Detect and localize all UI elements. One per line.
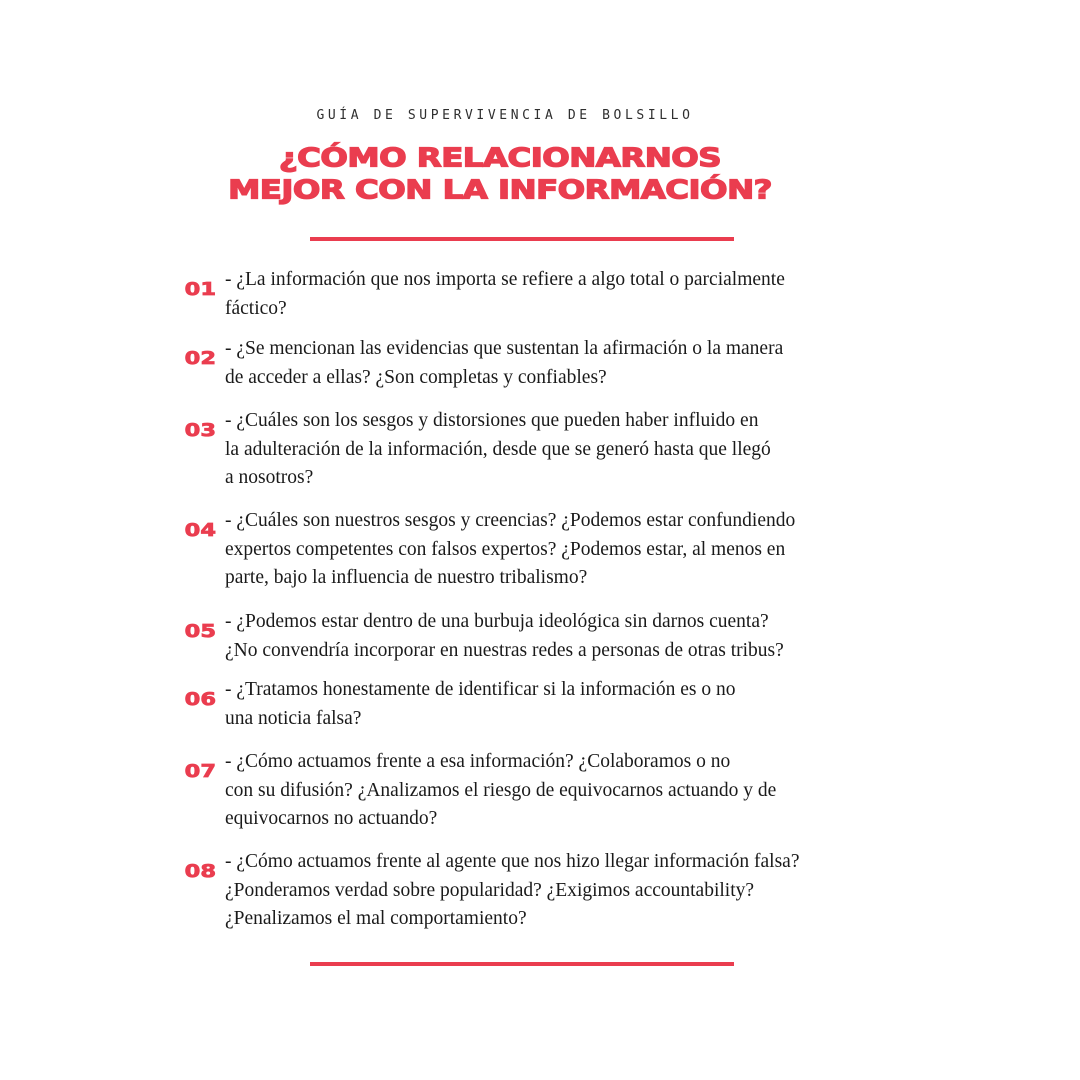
question-number: 06 xyxy=(184,689,216,710)
title-line-1: ¿CÓMO RELACIONARNOS xyxy=(278,143,722,174)
question-number: 04 xyxy=(184,520,216,541)
question-text: - ¿La información que nos importa se refiere a algo total o parcialmente fáctico? xyxy=(225,269,785,319)
question-number: 07 xyxy=(184,761,216,782)
question-number: 01 xyxy=(184,279,216,300)
question-text: - ¿Cuáles son los sesgos y distorsiones que pueden haber influido en la adulteración de la información, desde que se generó hasta que llegó a nosotros? xyxy=(225,410,771,488)
question-text: - ¿Se mencionan las evidencias que sustentan la afirmación o la manera de acceder a ellas? ¿Son completas y confiables? xyxy=(225,338,784,388)
question-text: - ¿Cómo actuamos frente al agente que nos hizo llegar información falsa? ¿Ponderamos verdad sobre popularidad? ¿Exigimos accountability? ¿Penalizamos el mal comportamiento? xyxy=(225,851,800,929)
question-text: - ¿Podemos estar dentro de una burbuja ideológica sin darnos cuenta? ¿No convendría incorporar en nuestras redes a personas de otras tribus? xyxy=(225,611,784,661)
page-title xyxy=(160,143,840,207)
bottom-divider xyxy=(310,962,734,966)
question-text: - ¿Cómo actuamos frente a esa información? ¿Colaboramos o no con su difusión? ¿Analizamos el riesgo de equivocarnos actuando y de equivocarnos no actuando? xyxy=(225,751,777,829)
question-text: - ¿Tratamos honestamente de identificar si la información es o no una noticia falsa? xyxy=(225,679,736,729)
question-number: 08 xyxy=(184,861,216,882)
question-text: - ¿Cuáles son nuestros sesgos y creencias? ¿Podemos estar confundiendo expertos competentes con falsos expertos? ¿Podemos estar, al menos en parte, bajo la influencia de nuestro tribalismo? xyxy=(225,510,796,588)
question-number: 03 xyxy=(184,420,216,441)
question-number: 05 xyxy=(184,621,216,642)
question-number: 02 xyxy=(184,348,216,369)
top-divider xyxy=(310,237,734,241)
guide-eyebrow: GUÍA DE SUPERVIVENCIA DE BOLSILLO xyxy=(316,108,694,123)
title-line-2: MEJOR CON LA INFORMACIÓN? xyxy=(228,175,772,206)
